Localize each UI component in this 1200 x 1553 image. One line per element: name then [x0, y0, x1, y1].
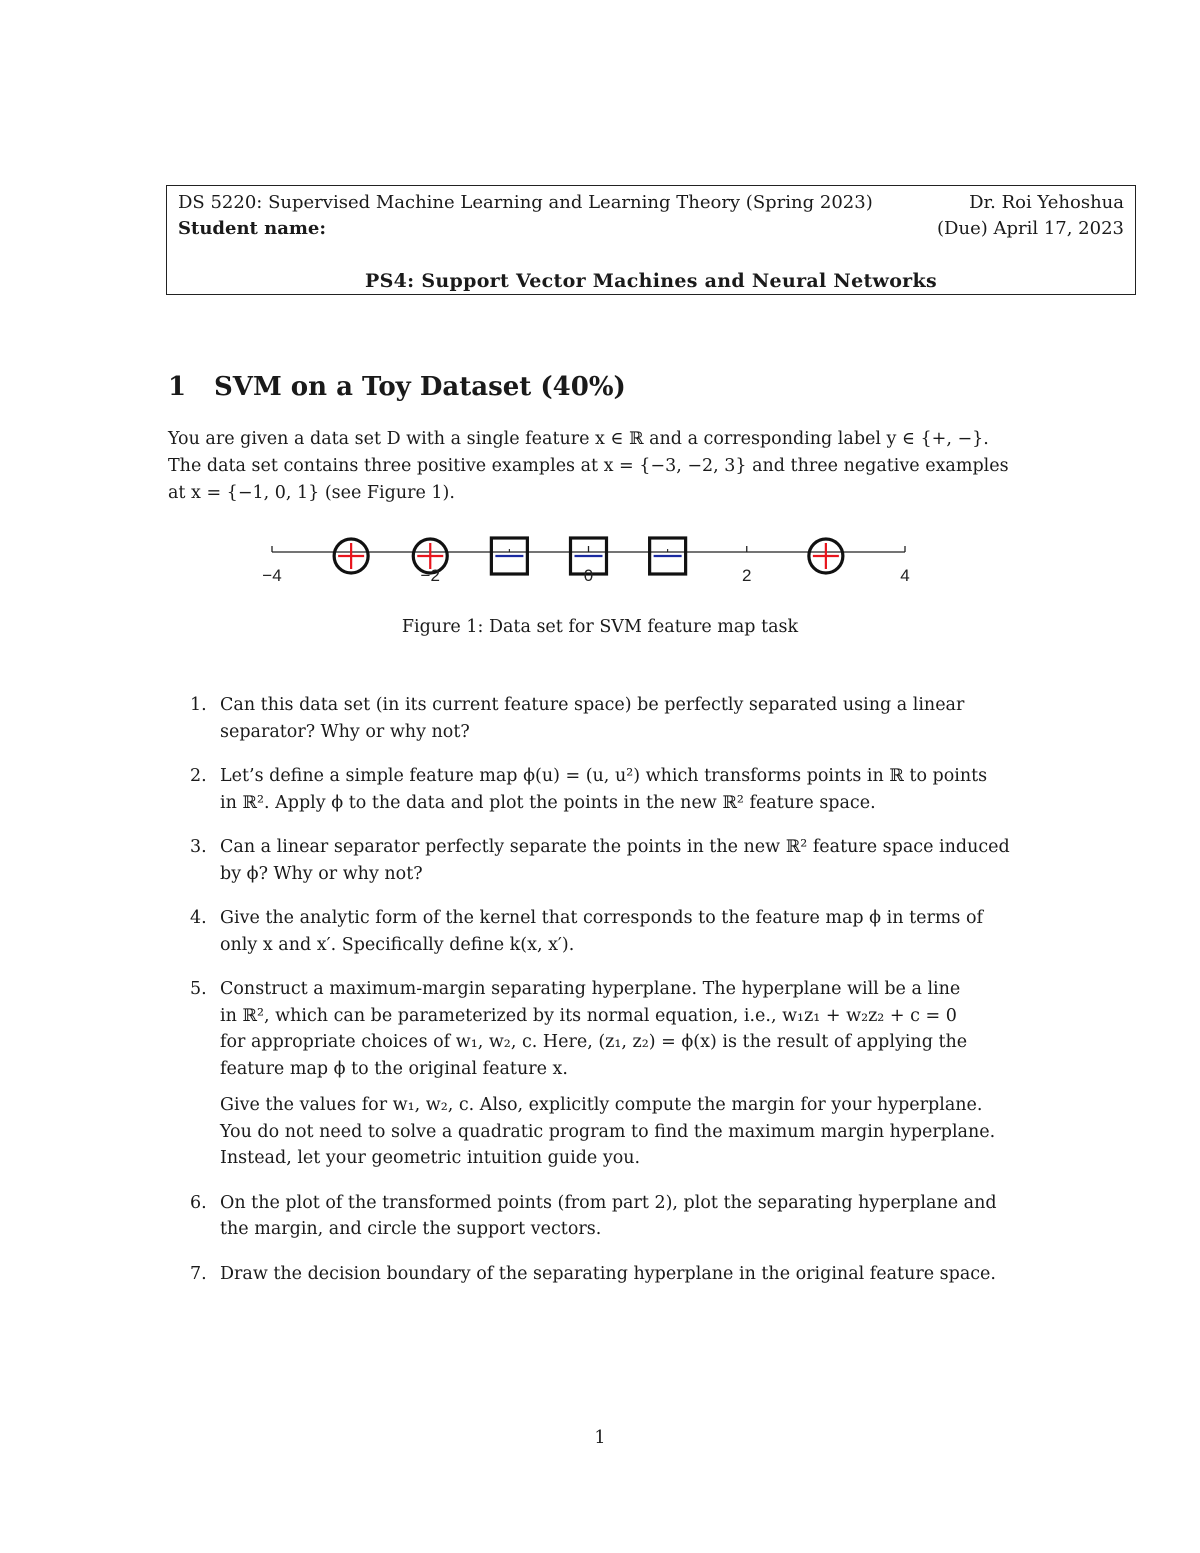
question-text-line: Draw the decision boundary of the separating hyperplane in the original feature space. [220, 1263, 996, 1284]
question-text-line: in ℝ², which can be parameterized by its normal equation, i.e., w₁z₁ + w₂z₂ + c = 0 [220, 1005, 957, 1026]
question-text-line: in ℝ². Apply ϕ to the data and plot the points in the new ℝ² feature space. [220, 792, 876, 813]
section-title: SVM on a Toy Dataset (40%) [214, 372, 626, 402]
question-list [190, 692, 1034, 1305]
question-number: 4. [190, 908, 207, 928]
question-number: 1. [190, 695, 207, 715]
question-text-line: You do not need to solve a quadratic program to find the maximum margin hyperplane. [220, 1121, 996, 1142]
question-text-line: Let’s define a simple feature map ϕ(u) = (u, u²) which transforms points in ℝ to points [220, 766, 988, 786]
question-number: 6. [190, 1192, 207, 1213]
tick-label: 0 [583, 566, 594, 585]
intro-line: You are given a data set D with a single feature x ∈ ℝ and a corresponding label y ∈ {+, −}. [168, 429, 989, 449]
question-text-line: Give the analytic form of the kernel that corresponds to the feature map ϕ in terms of [220, 908, 983, 928]
tick-label: −4 [262, 566, 282, 585]
question-number: 7. [190, 1263, 207, 1284]
question-item [190, 1190, 1034, 1243]
section-number: 1 [168, 372, 187, 402]
question-text-line: feature map ϕ to the original feature x. [220, 1058, 568, 1079]
page-number: 1 [594, 1428, 606, 1448]
figure-caption: Figure 1: Data set for SVM feature map task [401, 617, 799, 637]
question-number: 2. [190, 766, 207, 786]
section-heading [168, 372, 626, 402]
intro-paragraph [168, 426, 1034, 507]
course-title: DS 5220: Supervised Machine Learning and Learning Theory (Spring 2023) [178, 192, 873, 213]
intro-line: The data set contains three positive examples at x = {−3, −2, 3} and three negative examples [168, 456, 1009, 476]
question-item [190, 692, 1034, 745]
question-text-line: Construct a maximum-margin separating hyperplane. The hyperplane will be a line [220, 979, 961, 999]
question-text-line: separator? Why or why not? [220, 721, 470, 742]
number-line-plot [255, 532, 915, 592]
figure-1 [255, 532, 915, 592]
question-number: 5. [190, 979, 207, 999]
question-item [190, 976, 1034, 1172]
question-subparagraph [220, 1092, 1034, 1172]
question-text-line: Instead, let your geometric intuition guide you. [220, 1148, 641, 1168]
question-item [190, 763, 1034, 816]
question-item [190, 905, 1034, 958]
assignment-header-box [166, 185, 1136, 295]
intro-line: at x = {−1, 0, 1} (see Figure 1). [168, 483, 455, 503]
question-item [190, 1261, 1034, 1288]
question-text-line: Can a linear separator perfectly separate the points in the new ℝ² feature space induced [220, 837, 1010, 857]
question-text-line: On the plot of the transformed points (from part 2), plot the separating hyperplane and [220, 1192, 997, 1213]
tick-label: −2 [420, 566, 440, 585]
question-text-line: the margin, and circle the support vectors. [220, 1219, 602, 1239]
instructor-name: Dr. Roi Yehoshua [969, 192, 1124, 213]
question-text-line: for appropriate choices of w₁, w₂, c. Here, (z₁, z₂) = ϕ(x) is the result of applying the [220, 1032, 968, 1052]
question-number: 3. [190, 837, 207, 857]
tick-label: 4 [900, 566, 910, 585]
question-text-line: Can this data set (in its current feature space) be perfectly separated using a linear [220, 695, 965, 715]
assignment-title: PS4: Support Vector Machines and Neural Networks [365, 270, 937, 292]
question-text-line: Give the values for w₁, w₂, c. Also, explicitly compute the margin for your hyperplane. [220, 1095, 983, 1115]
student-name-label: Student name: [178, 218, 326, 239]
question-text-line: by ϕ? Why or why not? [220, 863, 423, 884]
tick-label: 2 [742, 566, 752, 585]
question-text-line: only x and x′. Specifically define k(x, x′). [220, 934, 575, 955]
question-item [190, 834, 1034, 887]
due-date: (Due) April 17, 2023 [937, 218, 1124, 239]
